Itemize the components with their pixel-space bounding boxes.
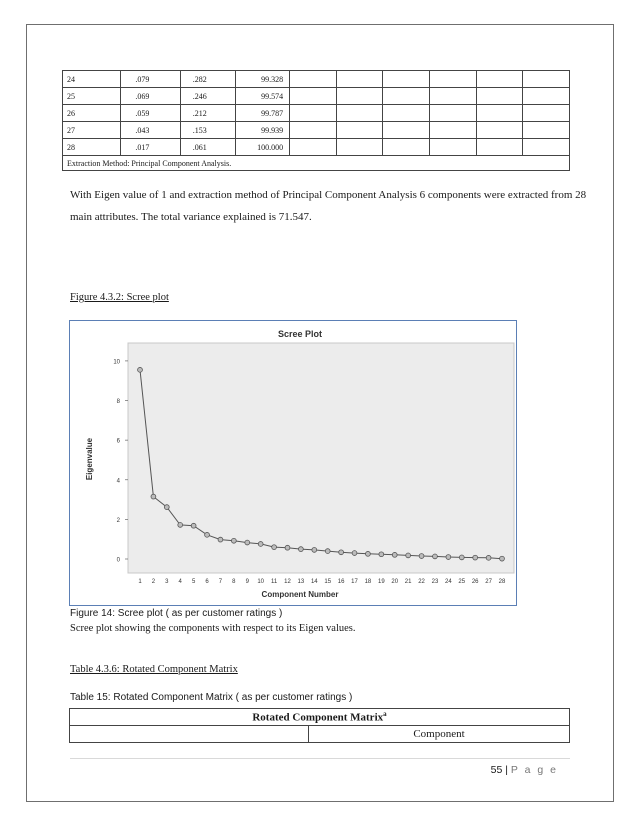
eigen-table-empty-cell [336,139,383,156]
x-tick-label: 13 [297,579,305,585]
eigen-table-empty-cell [383,88,430,105]
data-point [285,545,290,550]
eigen-table [62,70,570,171]
matrix-title: Rotated Component Matrix [252,711,384,724]
data-point [459,555,464,560]
data-point [151,494,156,499]
data-point [392,552,397,557]
data-point [205,532,210,537]
eigen-table-empty-cell [476,105,523,122]
x-tick-label: 18 [364,579,372,585]
y-tick-label: 6 [116,438,120,445]
x-axis-label: Component Number [261,590,339,599]
x-tick-label: 23 [431,579,439,585]
x-tick-label: 17 [351,579,358,585]
eigen-table-empty-cell [336,105,383,122]
eigen-table-empty-cell [336,122,383,139]
eigen-table-empty-cell [336,71,383,88]
footer-divider [70,758,570,759]
eigen-table-empty-cell [290,88,337,105]
eigen-table-empty-cell [430,88,477,105]
page-footer [491,764,558,776]
data-point [366,551,371,556]
eigen-table-empty-cell [430,71,477,88]
x-tick-label: 19 [377,579,385,585]
eigen-table-empty-cell [383,71,430,88]
eigen-table-cell: .079 [121,71,180,88]
x-tick-label: 15 [324,579,332,585]
page-label: P a g e [510,764,558,776]
y-axis-label: Eigenvalue [85,437,94,481]
data-point [298,547,303,552]
data-point [272,545,277,550]
eigen-table-cell: 24 [63,71,121,88]
figure-heading: Figure 4.3.2: Scree plot [70,292,169,303]
x-tick-label: 4 [178,579,182,585]
eigen-table-empty-cell [290,122,337,139]
x-tick-label: 7 [218,579,223,585]
eigen-table-cell: .246 [180,88,235,105]
x-tick-label: 8 [232,579,236,585]
eigen-table-cell: 99.574 [236,88,290,105]
x-tick-label: 16 [337,579,345,585]
eigen-table-empty-cell [523,105,570,122]
eigen-table-row [63,105,570,122]
x-tick-label: 11 [270,579,278,585]
eigen-table-empty-cell [476,88,523,105]
x-tick-label: 20 [391,579,399,585]
data-point [325,549,330,554]
matrix-title-cell [70,709,570,726]
eigen-table-row [63,139,570,156]
data-point [231,538,236,543]
x-tick-label: 5 [191,579,196,585]
rotated-component-matrix-table [69,708,570,743]
y-tick-label: 2 [116,517,120,524]
eigen-table-empty-cell [523,71,570,88]
x-tick-label: 1 [138,579,142,585]
eigen-table-cell: .043 [121,122,180,139]
x-tick-label: 9 [245,579,249,585]
eigen-table-cell: .282 [180,71,235,88]
eigen-table-cell: 25 [63,88,121,105]
x-tick-label: 3 [165,579,169,585]
y-tick-label: 0 [116,557,120,564]
eigen-table-empty-cell [290,105,337,122]
scree-plot [70,321,516,605]
x-tick-label: 25 [458,579,466,585]
footer-separator: | [505,764,508,776]
x-tick-label: 21 [404,579,412,585]
eigen-table-cell: 26 [63,105,121,122]
data-point [500,556,505,561]
eigen-table-empty-cell [523,88,570,105]
x-tick-label: 26 [471,579,479,585]
x-tick-label: 27 [485,579,492,585]
figure-description: Scree plot showing the components with respect to its Eigen values. [70,623,356,634]
eigen-table-cell: 27 [63,122,121,139]
y-tick-label: 10 [113,359,120,366]
eigen-table-row [63,71,570,88]
x-tick-label: 6 [205,579,209,585]
eigen-table-empty-cell [430,105,477,122]
page-number: 55 [490,764,503,776]
eigen-table-row [63,88,570,105]
eigen-table-note: Extraction Method: Principal Component Analysis. [63,156,570,171]
eigen-table-cell: .153 [180,122,235,139]
data-point [218,537,223,542]
eigen-table-empty-cell [290,139,337,156]
eigen-table-empty-cell [523,139,570,156]
data-point [473,555,478,560]
eigen-table-empty-cell [336,88,383,105]
x-tick-label: 24 [445,579,452,585]
eigen-table-empty-cell [476,122,523,139]
eigen-table-empty-cell [430,139,477,156]
data-point [245,540,250,545]
eigen-table-cell: 99.787 [236,105,290,122]
matrix-empty-cell [70,726,309,743]
eigen-table-cell: 100.000 [236,139,290,156]
eigen-table-cell: .069 [121,88,180,105]
data-point [352,551,357,556]
data-point [339,550,344,555]
summary-paragraph: With Eigen value of 1 and extraction method of Principal Component Analysis 6 components were extracted from 28 main attributes. The total variance explained is 71.547. [70,189,587,223]
table-heading: Table 4.3.6: Rotated Component Matrix [70,664,238,675]
data-point [178,523,183,528]
data-point [164,505,169,510]
x-tick-label: 28 [498,579,506,585]
eigen-table-empty-cell [383,105,430,122]
matrix-title-superscript: a [383,710,387,719]
x-tick-label: 14 [310,579,318,585]
figure-caption: Figure 14: Scree plot ( as per customer ratings ) [70,608,283,619]
eigen-table-empty-cell [430,122,477,139]
data-point [446,555,451,560]
data-point [406,553,411,558]
eigen-table-empty-cell [476,71,523,88]
eigen-table-cell: .017 [121,139,180,156]
eigen-table-empty-cell [383,139,430,156]
data-point [433,554,438,559]
y-tick-label: 4 [116,478,120,485]
data-point [312,547,317,552]
eigen-table-empty-cell [290,71,337,88]
eigen-table-cell: 28 [63,139,121,156]
y-tick-label: 8 [116,399,120,406]
eigen-table-empty-cell [523,122,570,139]
eigen-table-cell: .061 [180,139,235,156]
eigen-table-row [63,122,570,139]
data-point [191,523,196,528]
x-tick-label: 12 [284,579,291,585]
eigen-table-cell: .212 [180,105,235,122]
x-tick-label: 10 [257,579,265,585]
eigen-table-cell: .059 [121,105,180,122]
eigen-table-empty-cell [383,122,430,139]
chart-title: Scree Plot [277,329,323,339]
scree-plot-figure [69,320,517,606]
x-tick-label: 22 [418,579,425,585]
data-point [486,555,491,560]
eigen-table-empty-cell [476,139,523,156]
matrix-component-header: Component [309,726,570,743]
data-point [419,554,424,559]
eigen-table-cell: 99.939 [236,122,290,139]
data-point [258,542,263,547]
data-point [379,552,384,557]
data-point [138,367,143,372]
x-tick-label: 2 [151,579,156,585]
table-caption: Table 15: Rotated Component Matrix ( as per customer ratings ) [70,692,353,703]
eigen-table-cell: 99.328 [236,71,290,88]
